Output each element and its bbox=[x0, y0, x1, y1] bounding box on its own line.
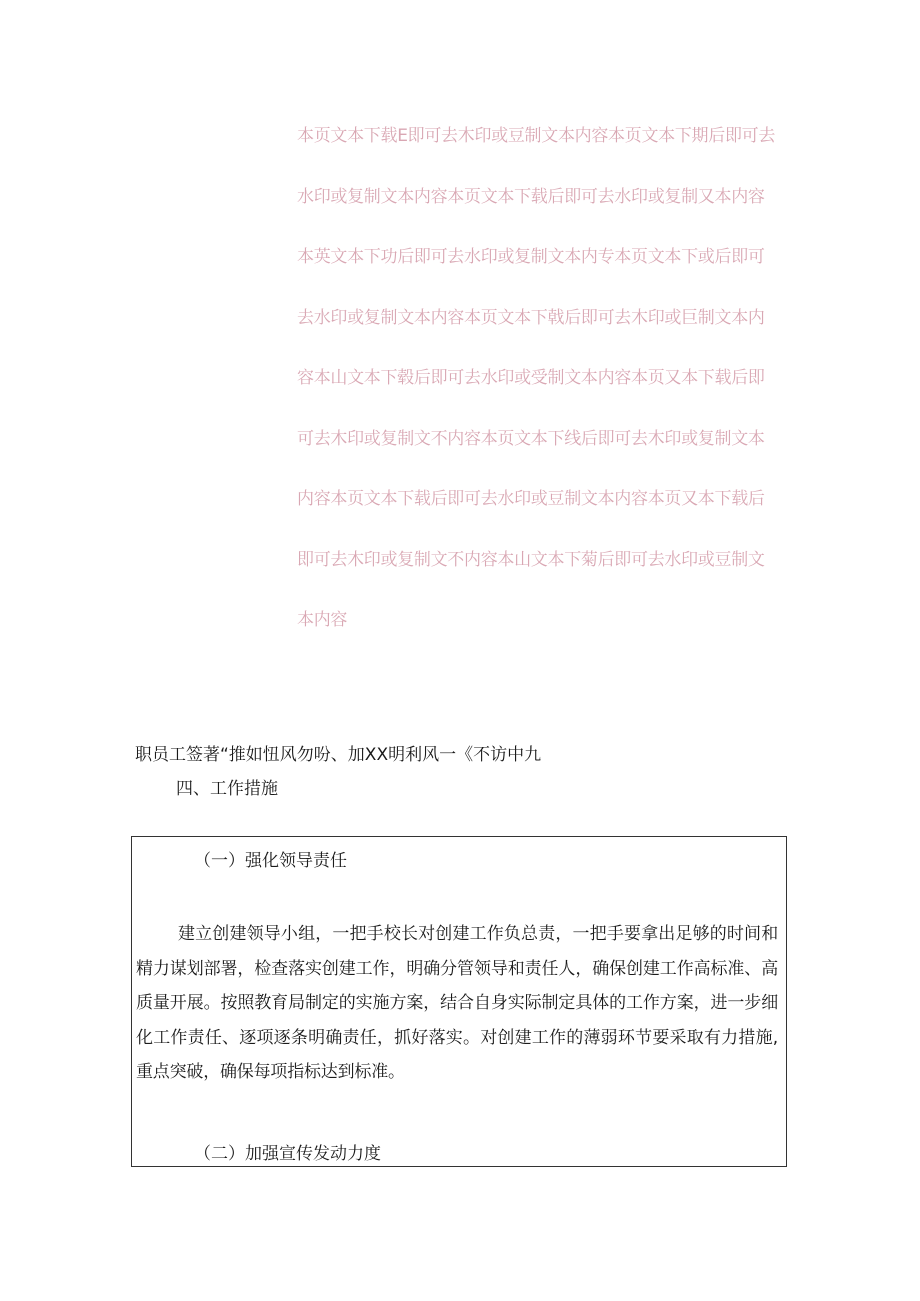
watermark-line: 去水印或复制文本内容本页文本下戟后即可去木印或巨制文本内 bbox=[297, 307, 765, 328]
section-heading: 四、工作措施 bbox=[176, 779, 278, 799]
watermark-text-block bbox=[297, 118, 797, 663]
garbled-text-line: 职员工签著“推如忸风勿吩、加XX明利风一《不访中九 bbox=[135, 745, 542, 765]
watermark-line: 容本山文本下毂后即可去水印或受制文本内容本页又本下载后即 bbox=[297, 368, 765, 388]
subheading-leadership: （一）强化领导责任 bbox=[194, 851, 347, 871]
watermark-line: 水印或复制文本内容本页文本下载后即可去水印或复制又本内容 bbox=[297, 186, 765, 207]
watermark-line: 本内容 bbox=[297, 610, 348, 630]
watermark-line: 本英文本下功后即可去水印或复制文本内专本页文本下或后即可 bbox=[297, 247, 765, 267]
watermark-line: 本页文本下载E即可去木印或豆制文本内容本页文本下期后即可去 bbox=[297, 126, 776, 146]
watermark-line: 即可去木印或复制文不内容本山文本下菊后即可去水印或豆制文 bbox=[297, 549, 765, 570]
subheading-publicity: （二）加强宣传发动力度 bbox=[194, 1144, 381, 1164]
content-box bbox=[131, 836, 787, 1167]
watermark-line: 可去木印或复制文不内容本页文本下线后即可去木印或复制文本 bbox=[297, 428, 765, 449]
watermark-line: 内容本页文本下载后即可去水印或豆制文本内容本页又本下载后 bbox=[297, 489, 765, 509]
paragraph-leadership: 建立创建领导小组，一把手校长对创建工作负总责，一把手要拿出足够的时间和精力谋划部署，检查落实创建工作，明确分管领导和责任人，确保创建工作高标准、高质量开展。按照教育局制定的实施方案，结合自身实际制定具体的工作方案，进一步细化工作责任、逐项逐条明确责任，抓好落实。对创建工作的薄弱环节要采取有力措施,重点突破，确保每项指标达到标准。 bbox=[136, 924, 778, 1082]
